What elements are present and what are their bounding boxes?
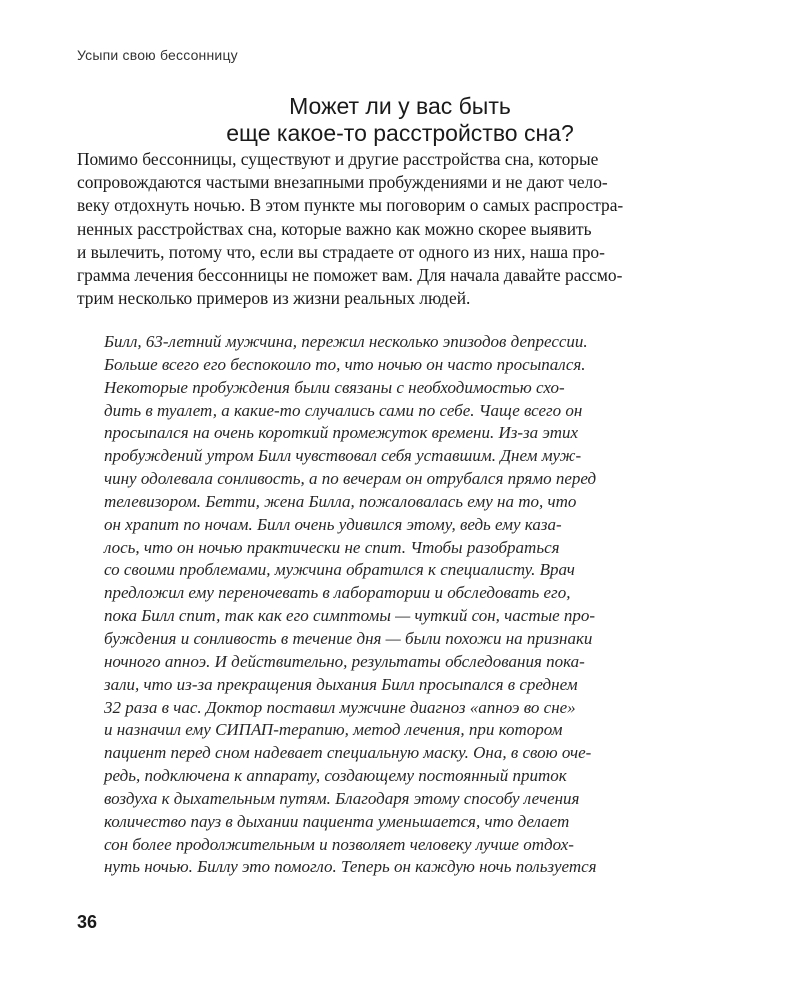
text-line: пока Билл спит, так как его симптомы — чуткий сон, частые про- xyxy=(104,606,596,626)
text-line: количество пауз в дыхании пациента уменьшается, что делает xyxy=(104,811,570,831)
text-line: редь, подключена к аппарату, создающему постоянный приток xyxy=(104,766,567,786)
text-line: предложил ему переночевать в лаборатории и обследовать его, xyxy=(104,583,571,603)
text-line: веку отдохнуть ночью. В этом пункте мы поговорим о самых распростра- xyxy=(77,195,624,216)
intro-paragraph xyxy=(77,148,701,310)
text-line: Некоторые пробуждения были связаны с необходимостью схо- xyxy=(104,377,565,397)
text-line: и назначил ему СИПАП-терапию, метод лечения, при котором xyxy=(104,720,563,740)
text-line: Больше всего его беспокоило то, что ночью он часто просыпался. xyxy=(104,354,586,374)
text-line: Билл, 63-летний мужчина, пережил несколько эпизодов депрессии. xyxy=(104,332,588,351)
text-line: ненных расстройствах сна, которые важно как можно скорее выявить xyxy=(77,218,592,239)
page-number: 36 xyxy=(77,912,98,932)
text-line: трим несколько примеров из жизни реальных людей. xyxy=(77,288,471,309)
running-header: Усыпи свою бессонницу xyxy=(77,47,238,63)
text-line: чину одолевала сонливость, а по вечерам он отрубался прямо перед xyxy=(104,469,597,489)
text-line: пробуждений утром Билл чувствовал себя уставшим. Днем муж- xyxy=(104,446,582,466)
text-line: зали, что из-за прекращения дыхания Билл просыпался в среднем xyxy=(104,674,578,694)
text-line: пациент перед сном надевает специальную маску. Она, в свою оче- xyxy=(104,743,592,763)
text-line: лось, что он ночью практически не спит. Чтобы разобраться xyxy=(104,537,560,557)
text-line: телевизором. Бетти, жена Билла, пожаловалась ему на то, что xyxy=(104,491,577,511)
section-title-line: еще какое-то расстройство сна? xyxy=(226,120,574,146)
section-title xyxy=(0,93,800,147)
text-line: 32 раза в час. Доктор поставил мужчине диагноз «апноэ во сне» xyxy=(104,697,576,717)
text-line: Помимо бессонницы, существуют и другие расстройства сна, которые xyxy=(77,149,599,169)
case-story xyxy=(104,331,684,879)
text-line: воздуха к дыхательным путям. Благодаря этому способу лечения xyxy=(104,788,580,808)
text-line: буждения и сонливость в течение дня — были похожи на признаки xyxy=(104,628,593,648)
text-line: сопровождаются частыми внезапными пробуждениями и не дают чело- xyxy=(77,172,608,193)
text-line: грамма лечения бессонницы не поможет вам. Для начала давайте рассмо- xyxy=(77,265,623,286)
text-line: сон более продолжительным и позволяет человеку лучше отдох- xyxy=(104,834,574,854)
text-line: он храпит по ночам. Билл очень удивился этому, ведь ему каза- xyxy=(104,514,562,534)
text-line: со своими проблемами, мужчина обратился к специалисту. Врач xyxy=(104,560,575,580)
text-line: ночного апноэ. И действительно, результаты обследования пока- xyxy=(104,651,585,671)
text-line: и вылечить, потому что, если вы страдаете от одного из них, наша про- xyxy=(77,241,605,262)
text-line: дить в туалет, а какие-то случались сами по себе. Чаще всего он xyxy=(104,400,583,420)
text-line: просыпался на очень короткий промежуток времени. Из-за этих xyxy=(104,423,579,443)
text-line: нуть ночью. Биллу это помогло. Теперь он каждую ночь пользуется xyxy=(104,857,597,877)
section-title-line: Может ли у вас быть xyxy=(289,93,511,119)
